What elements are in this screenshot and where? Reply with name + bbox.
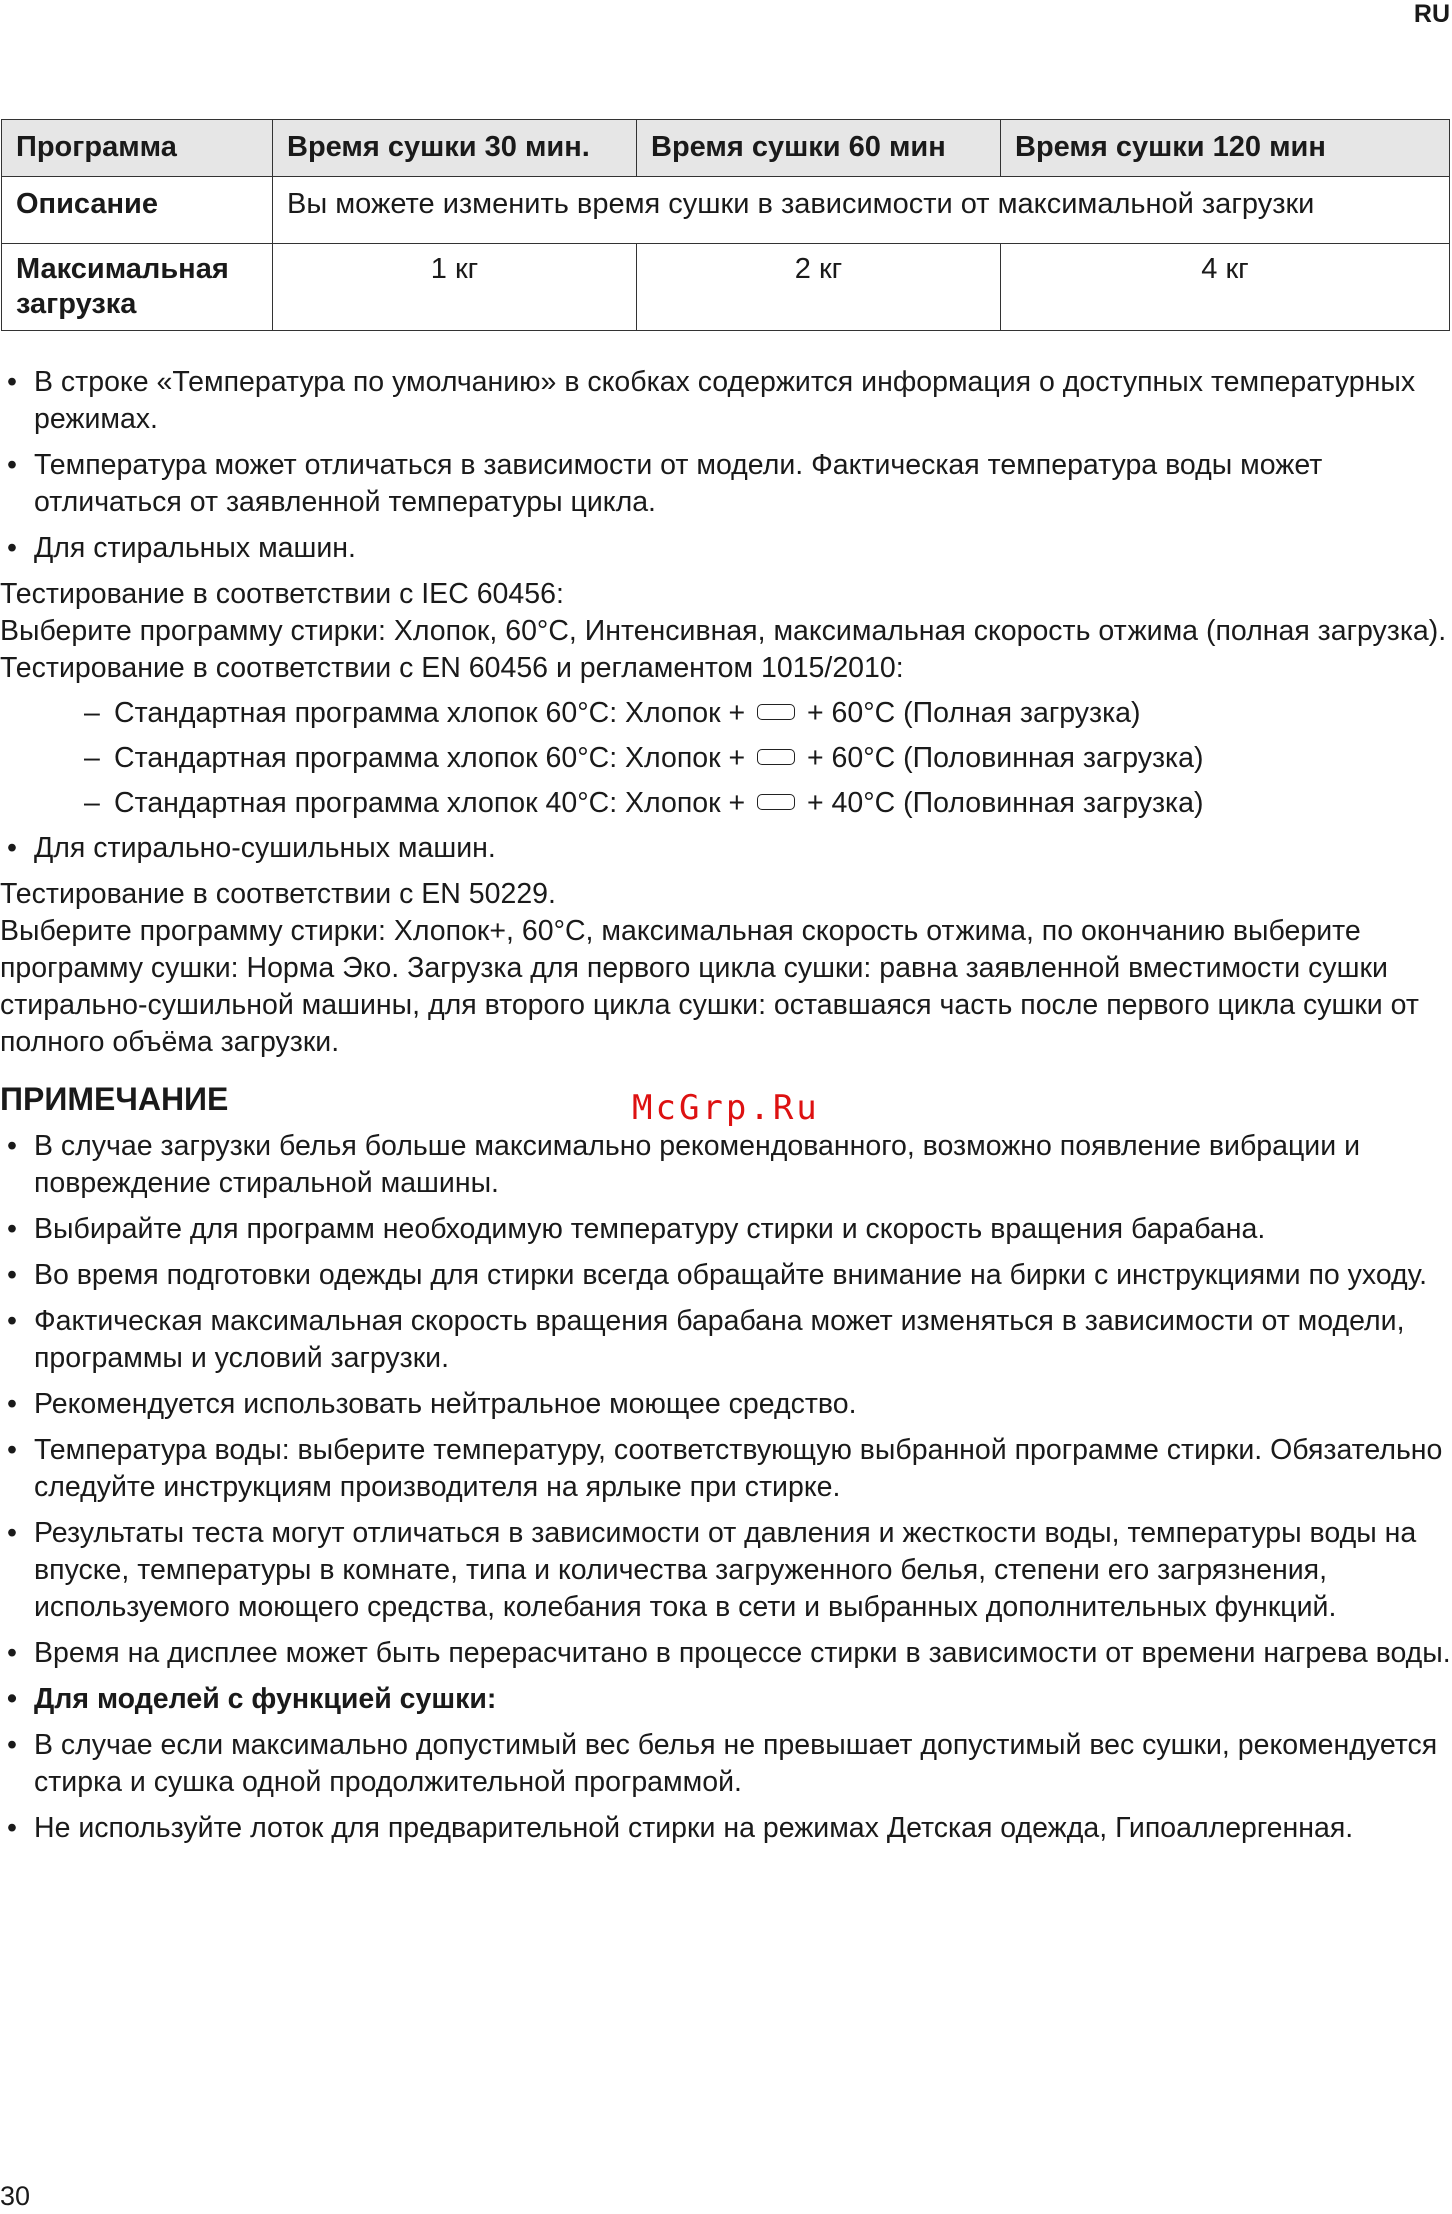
list-item: • Температура может отличаться в зависимости от модели. Фактическая температура воды может отличаться от заявленной температуры цикла. bbox=[7, 449, 1323, 518]
header-cell: Программа bbox=[2, 120, 273, 177]
note-item: • Фактическая максимальная скорость вращения барабана может изменяться в зависимости от модели, программы и условий загрузки. bbox=[7, 1305, 1405, 1374]
dash-text: Стандартная программа хлопок 40°C: Хлопок + bbox=[114, 787, 746, 819]
note-item: • В случае если максимально допустимый вес белья не превышает допустимый вес сушки, рекомендуется стирка и сушка одной продолжительной программой. bbox=[7, 1729, 1438, 1798]
note-text: Выбирайте для программ необходимую температуру стирки и скорость вращения барабана. bbox=[34, 1213, 1266, 1245]
dash-text: Стандартная программа хлопок 60°C: Хлопок + bbox=[114, 697, 746, 729]
drying-time-table bbox=[1, 119, 1450, 331]
list-item-text: В строке «Температура по умолчанию» в скобках содержится информация о доступных температурных режимах. bbox=[34, 366, 1416, 435]
dash-mark: – bbox=[84, 787, 100, 819]
row-label: Максимальная загрузка bbox=[2, 244, 273, 331]
dash-item bbox=[0, 740, 1452, 777]
dash-text: + 60°C (Полная загрузка) bbox=[807, 697, 1141, 729]
note-text: В случае если максимально допустимый вес белья не превышает допустимый вес сушки, рекомендуется стирка и сушка одной продолжительной программой. bbox=[34, 1729, 1438, 1798]
test-standard-line: Тестирование в соответствии с EN 60456 и регламентом 1015/2010: bbox=[0, 652, 904, 684]
list-item: • Для стирально-сушильных машин. bbox=[7, 832, 496, 864]
note-text: Рекомендуется использовать нейтральное моющее средство. bbox=[34, 1388, 857, 1420]
list-item: • Для стиральных машин. bbox=[7, 532, 356, 564]
option-button-icon bbox=[757, 749, 795, 765]
row-label: Описание bbox=[2, 177, 273, 244]
note-text: Во время подготовки одежды для стирки всегда обращайте внимание на бирки с инструкциями по уходу. bbox=[34, 1259, 1427, 1291]
note-text: Не используйте лоток для предварительной стирки на режимах Детская одежда, Гипоаллергенная. bbox=[34, 1812, 1354, 1844]
note-item: • Выбирайте для программ необходимую температуру стирки и скорость вращения барабана. bbox=[7, 1213, 1266, 1245]
note-text: Фактическая максимальная скорость вращения барабана может изменяться в зависимости от модели, программы и условий загрузки. bbox=[34, 1305, 1405, 1374]
dash-mark: – bbox=[84, 697, 100, 729]
note-item: • Температура воды: выберите температуру, соответствующую выбранной программе стирки. Обязательно следуйте инструкциям производителя на ярлыке при стирке. bbox=[7, 1434, 1443, 1503]
note-item: • В случае загрузки белья больше максимально рекомендованного, возможно появление вибрации и повреждение стиральной машины. bbox=[7, 1130, 1360, 1199]
list-item-text: Для стиральных машин. bbox=[34, 532, 356, 564]
table-row-description bbox=[2, 177, 1450, 244]
watermark: McGrp.Ru bbox=[632, 1088, 820, 1128]
dash-mark: – bbox=[84, 742, 100, 774]
dash-item bbox=[0, 785, 1452, 822]
load-cell: 4 кг bbox=[1001, 244, 1450, 331]
note-item: • Не используйте лоток для предварительной стирки на режимах Детская одежда, Гипоаллергенная. bbox=[7, 1812, 1354, 1844]
note-item: • Время на дисплее может быть перерасчитано в процессе стирки в зависимости от времени нагрева воды. bbox=[7, 1637, 1451, 1669]
note-text: Время на дисплее может быть перерасчитано в процессе стирки в зависимости от времени нагрева воды. bbox=[34, 1637, 1451, 1669]
list-item-text: Для стирально-сушильных машин. bbox=[34, 832, 496, 864]
load-cell: 2 кг bbox=[637, 244, 1001, 331]
dash-text: + 60°C (Половинная загрузка) bbox=[807, 742, 1204, 774]
note-text: Результаты теста могут отличаться в зависимости от давления и жесткости воды, температуры воды на впуске, температуры в комнате, типа и количества загруженного белья, степени его загрязнения, используемого моющего средства, колебания тока в сети и выбранных дополнительных функций. bbox=[34, 1517, 1417, 1623]
option-button-icon bbox=[757, 704, 795, 720]
table-header-row bbox=[2, 120, 1450, 177]
note-text: Температура воды: выберите температуру, соответствующую выбранной программе стирки. Обязательно следуйте инструкциям производителя на ярлыке при стирке. bbox=[34, 1434, 1443, 1503]
description-cell: Вы можете изменить время сушки в зависимости от максимальной загрузки bbox=[273, 177, 1450, 244]
note-heading: ПРИМЕЧАНИЕ bbox=[0, 1081, 229, 1117]
header-cell: Время сушки 30 мин. bbox=[273, 120, 637, 177]
test-program-text: Выберите программу стирки: Хлопок+, 60°C, максимальная скорость отжима, по окончанию выберите программу сушки: Норма Эко. Загрузка для первого цикла сушки: равна заявленной вместимости сушки стирально-сушильной машины, для второго цикла сушки: оставшаяся часть после первого цикла сушки от полного объёма загрузки. bbox=[0, 915, 1419, 1058]
note-item: • Рекомендуется использовать нейтральное моющее средство. bbox=[7, 1388, 857, 1420]
dryer-models-heading: • Для моделей с функцией сушки: bbox=[7, 1683, 497, 1715]
list-item: • В строке «Температура по умолчанию» в скобках содержится информация о доступных температурных режимах. bbox=[7, 366, 1416, 435]
header-cell: Время сушки 120 мин bbox=[1001, 120, 1450, 177]
page-number: 30 bbox=[0, 2181, 31, 2211]
table-row-max-load bbox=[2, 244, 1450, 331]
test-standard-line: Тестирование в соответствии с EN 50229. bbox=[0, 878, 556, 910]
test-standard-line: Тестирование в соответствии с IEC 60456: bbox=[0, 578, 564, 610]
test-program-text: Выберите программу стирки: Хлопок, 60°C, Интенсивная, максимальная скорость отжима (полная загрузка). bbox=[0, 615, 1447, 647]
list-item-text: Температура может отличаться в зависимости от модели. Фактическая температура воды может отличаться от заявленной температуры цикла. bbox=[34, 449, 1323, 518]
note-item: • Во время подготовки одежды для стирки всегда обращайте внимание на бирки с инструкциями по уходу. bbox=[7, 1259, 1427, 1291]
dash-text: Стандартная программа хлопок 60°C: Хлопок + bbox=[114, 742, 746, 774]
dryer-heading-text: Для моделей с функцией сушки: bbox=[34, 1683, 497, 1715]
option-button-icon bbox=[757, 794, 795, 810]
note-item: • Результаты теста могут отличаться в зависимости от давления и жесткости воды, температуры воды на впуске, температуры в комнате, типа и количества загруженного белья, степени его загрязнения, используемого моющего средства, колебания тока в сети и выбранных дополнительных функций. bbox=[7, 1517, 1417, 1623]
note-text: В случае загрузки белья больше максимально рекомендованного, возможно появление вибрации и повреждение стиральной машины. bbox=[34, 1130, 1360, 1199]
load-cell: 1 кг bbox=[273, 244, 637, 331]
header-cell: Время сушки 60 мин bbox=[637, 120, 1001, 177]
dash-text: + 40°C (Половинная загрузка) bbox=[807, 787, 1204, 819]
language-code: RU bbox=[1413, 0, 1450, 28]
dash-item bbox=[0, 695, 1452, 732]
